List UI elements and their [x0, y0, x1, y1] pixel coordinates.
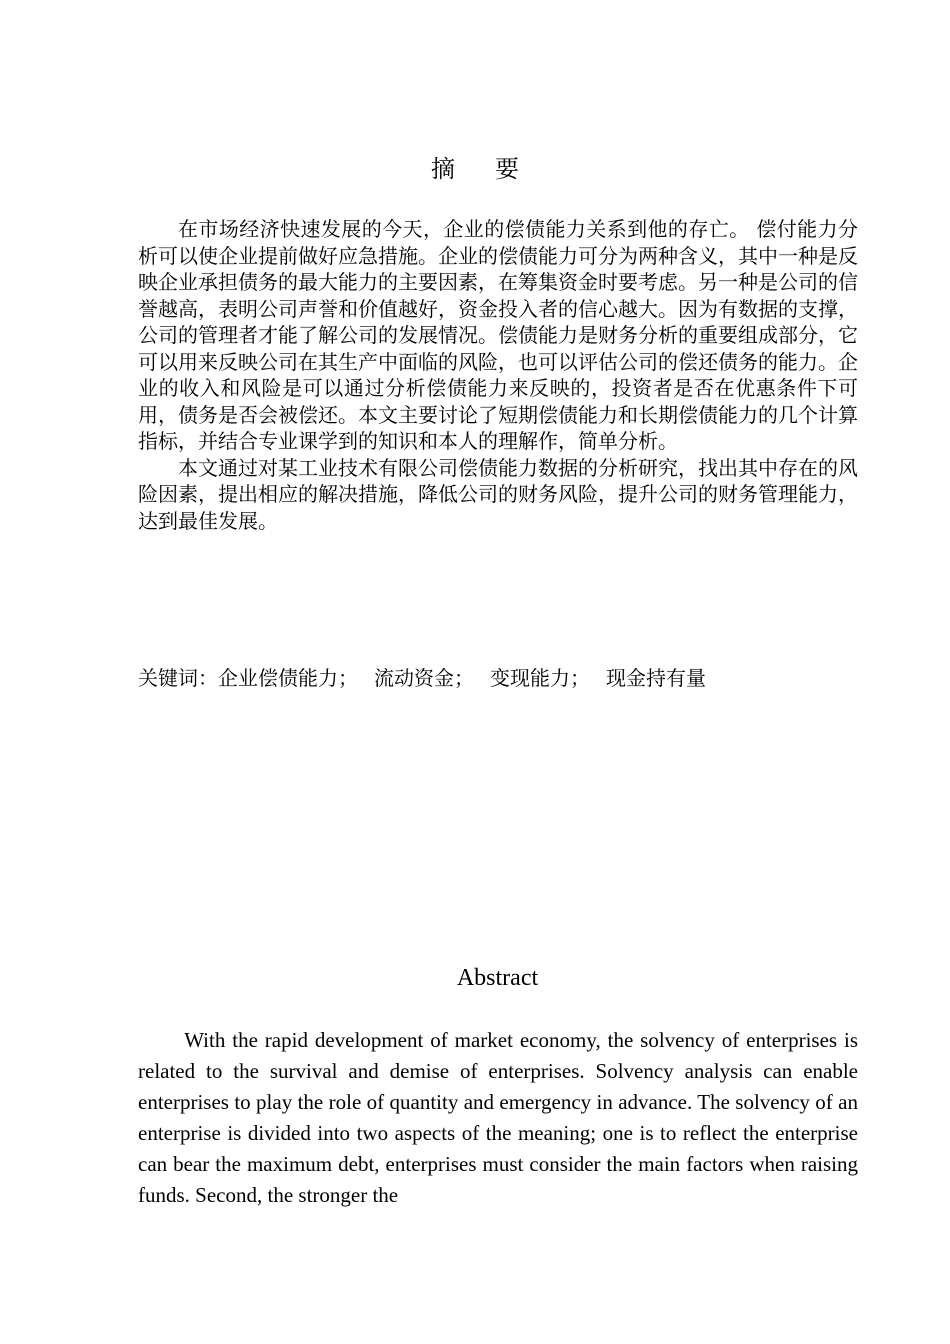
english-abstract-paragraph: With the rapid development of market economy, the solvency of enterprises is related to the survival and demise of enterprises. Solvency analysis can enable enterprises to play the role of quantity and emergency in advance. The solvency of an enterprise is divided into two aspects of the meaning; one is to reflect the enterprise can bear the maximum debt, enterprises must consider the main factors when raising funds. Second, the stronger the: [138, 1028, 858, 1207]
keyword-item: 流动资金；: [374, 666, 474, 690]
english-abstract-title: Abstract: [456, 965, 539, 991]
chinese-abstract-paragraph: 在市场经济快速发展的今天，企业的偿债能力关系到他的存亡。 偿付能力分析可以使企业提前做好应急措施。企业的偿债能力可分为两种含义，其中一种是反映企业承担债务的最大能力的主要因素，在筹集资金时要考虑。另一种是公司的信誉越高，表明公司声誉和价值越好，资金投入者的信心越大。因为有数据的支撑，公司的管理者才能了解公司的发展情况。偿债能力是财务分析的重要组成部分，它可以用来反映公司在其生产中面临的风险，也可以评估公司的偿还债务的能力。企业的收入和风险是可以通过分析偿债能力来反映的，投资者是否在优惠条件下可用，债务是否会被偿还。本文主要讨论了短期偿债能力和长期偿债能力的几个计算指标，并结合专业课学到的知识和本人的理解作，简单分析。: [138, 217, 858, 453]
keywords-line: [138, 663, 858, 693]
keyword-item: 变现能力；: [490, 666, 590, 690]
keyword-item: 现金持有量: [606, 666, 706, 690]
keyword-item: 企业偿债能力；: [218, 666, 358, 690]
keywords-label: 关键词：: [138, 666, 218, 690]
chinese-abstract-paragraph: 本文通过对某工业技术有限公司偿债能力数据的分析研究，找出其中存在的风险因素，提出相应的解决措施，降低公司的财务风险，提升公司的财务管理能力，达到最佳发展。: [138, 455, 858, 533]
chinese-abstract-body: [138, 216, 858, 534]
chinese-abstract-title: 摘要: [431, 155, 559, 183]
english-abstract-body: [138, 1025, 858, 1211]
